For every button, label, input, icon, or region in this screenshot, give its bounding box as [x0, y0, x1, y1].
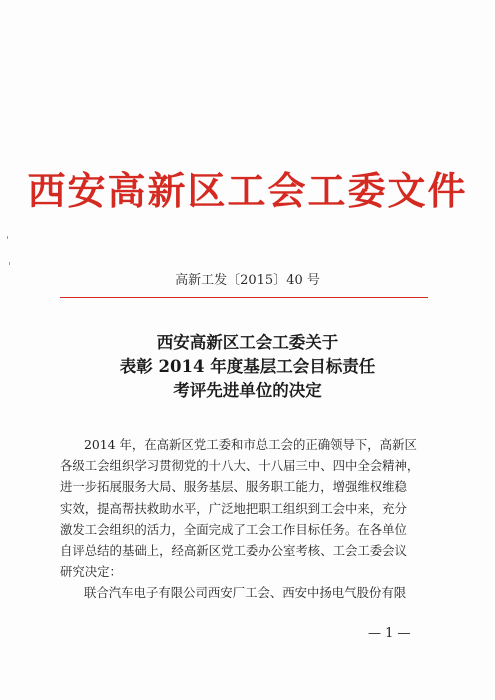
body-line: 联合汽车电子有限公司西安厂工会、西安中扬电气股份有限 — [84, 585, 407, 601]
title-line: 表彰 2014 年度基层工会目标责任 — [119, 357, 376, 376]
document-title — [0, 331, 495, 403]
body-line: 研究决定： — [60, 564, 122, 580]
title-line: 西安高新区工会工委关于 — [156, 333, 339, 352]
body-line: 2014 年，在高新区党工委和市总工会的正确领导下，高新区 — [84, 437, 417, 452]
document-masthead: 西安高新区工会工委文件 — [27, 168, 468, 213]
scan-mark — [7, 236, 8, 239]
scan-mark — [9, 262, 10, 265]
body-line: 激发工会组织的活力，全面完成了工会工作目标任务。在各单位 — [60, 521, 407, 537]
body-line: 各级工会组织学习贯彻党的十八大、十八届三中、四中全会精神， — [60, 458, 420, 474]
red-divider-line — [60, 297, 428, 298]
body-line: 实效，提高帮扶救助水平，广泛地把职工组织到工会中来，充分 — [60, 500, 407, 516]
page-number: — 1 — — [368, 626, 411, 641]
body-line: 进一步拓展服务大局、服务基层、服务职工能力，增强维权维稳 — [60, 479, 407, 495]
title-line: 考评先进单位的决定 — [173, 381, 322, 400]
document-number: 高新工发〔2015〕40 号 — [175, 273, 320, 288]
body-line: 自评总结的基础上，经高新区党工委办公室考核、工会工委会议 — [60, 543, 407, 559]
document-body — [60, 434, 436, 604]
